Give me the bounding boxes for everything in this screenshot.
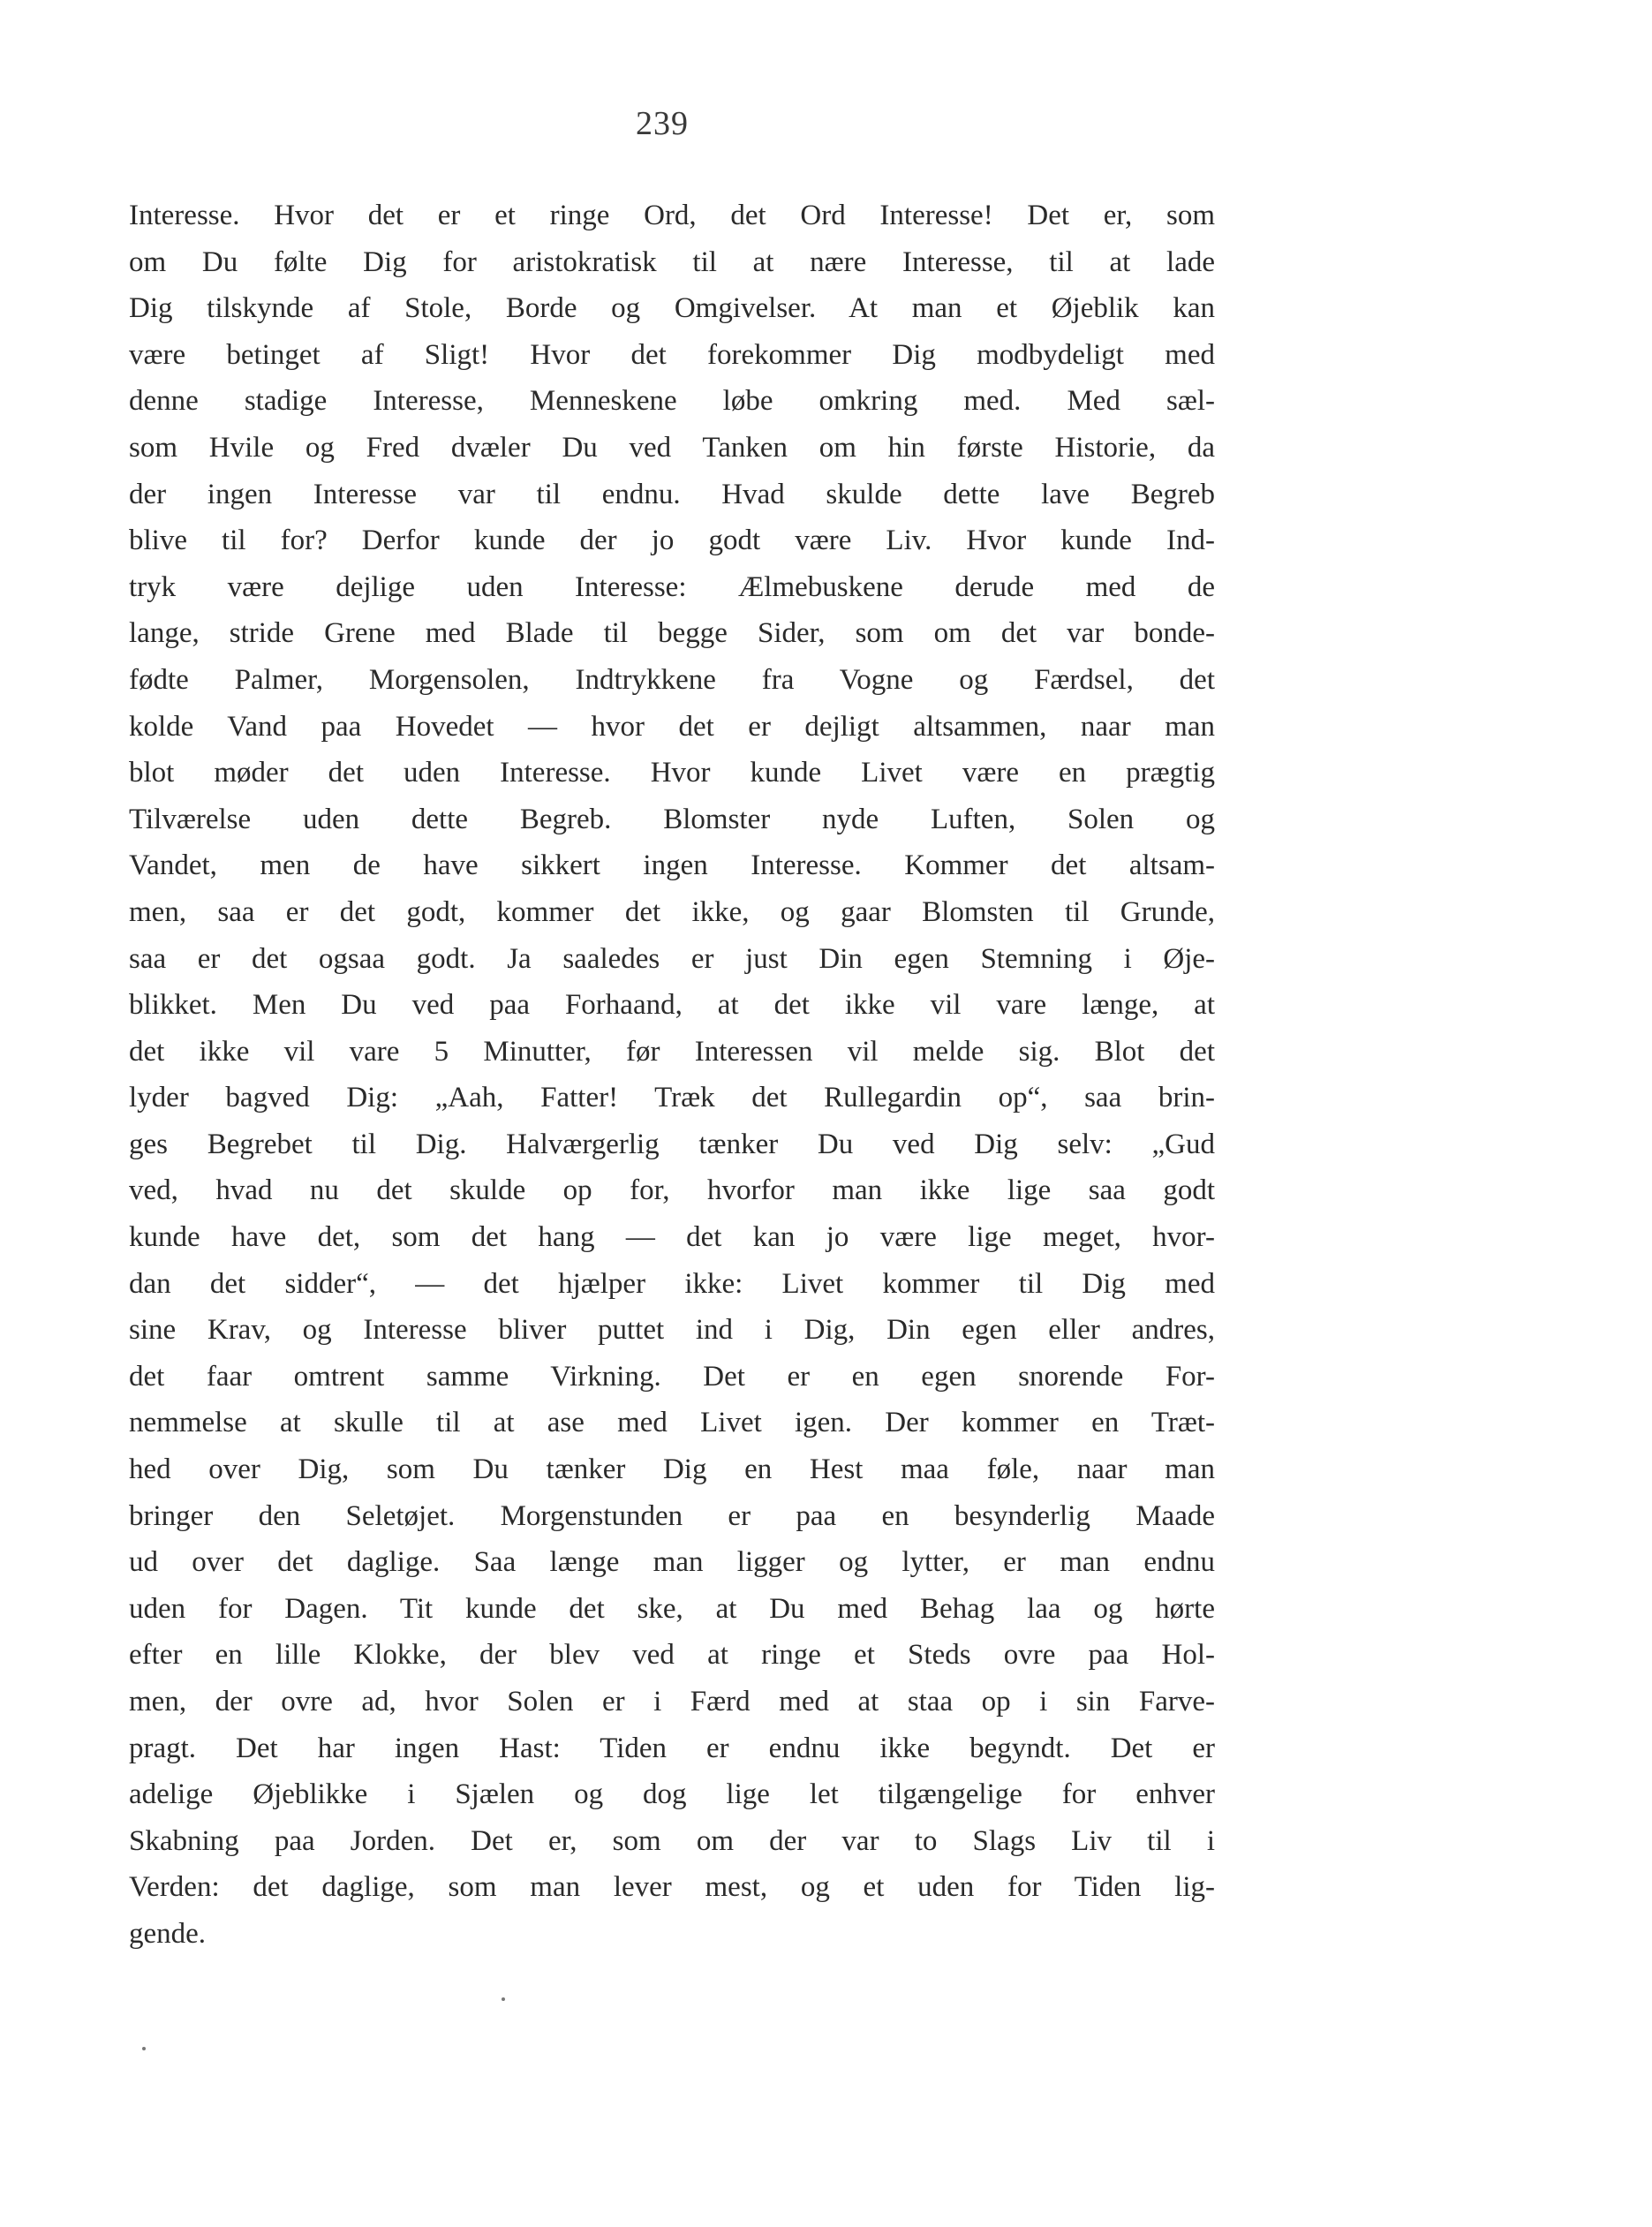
text-line: om Du følte Dig for aristokratisk til at nære Interesse, til at lade <box>129 245 1215 278</box>
text-line: Interesse. Hvor det er et ringe Ord, det Ord Interesse! Det er, som <box>129 200 1215 231</box>
text-line: lange, stride Grene med Blade til begge Sider, som om det var bonde- <box>129 617 1215 650</box>
text-line: dan det sidder“, — det hjælper ikke: Livet kommer til Dig med <box>129 1267 1215 1300</box>
text-line: adelige Øjeblikke i Sjælen og dog lige let tilgængelige for enhver <box>129 1778 1215 1811</box>
text-line: som Hvile og Fred dvæler Du ved Tanken om hin første Historie, da <box>129 431 1215 464</box>
text-line: men, der ovre ad, hvor Solen er i Færd med at staa op i sin Farve- <box>129 1686 1215 1717</box>
text-line: Vandet, men de have sikkert ingen Interesse. Kommer det altsam- <box>129 849 1215 882</box>
text-line: fødte Palmer, Morgensolen, Indtrykkene fra Vogne og Færdsel, det <box>129 663 1215 696</box>
text-line: ved, hvad nu det skulde op for, hvorfor man ikke lige saa godt <box>129 1174 1215 1207</box>
text-line: efter en lille Klokke, der blev ved at ringe et Steds ovre paa Hol- <box>129 1639 1215 1672</box>
text-line: blive til for? Derfor kunde der jo godt være Liv. Hvor kunde Ind- <box>129 525 1215 557</box>
text-line: sine Krav, og Interesse bliver puttet ind i Dig, Din egen eller andres, <box>129 1314 1215 1347</box>
text-line: Verden: det daglige, som man lever mest, og et uden for Tiden lig- <box>129 1871 1215 1904</box>
text-line: der ingen Interesse var til endnu. Hvad skulde dette lave Begreb <box>129 478 1215 510</box>
text-line: blot møder det uden Interesse. Hvor kunde Livet være en prægtig <box>129 757 1215 789</box>
text-line: blikket. Men Du ved paa Forhaand, at det ikke vil vare længe, at <box>129 989 1215 1022</box>
text-line: nemmelse at skulle til at ase med Livet igen. Der kommer en Træt- <box>129 1407 1215 1439</box>
text-line: det ikke vil vare 5 Minutter, før Interessen vil melde sig. Blot det <box>129 1035 1215 1068</box>
text-line: saa er det ogsaa godt. Ja saaledes er just Din egen Stemning i Øje- <box>129 942 1215 975</box>
text-line: kolde Vand paa Hovedet — hvor det er dejligt altsammen, naar man <box>129 710 1215 743</box>
text-line: Tilværelse uden dette Begreb. Blomster nyde Luften, Solen og <box>129 803 1215 835</box>
text-line: pragt. Det har ingen Hast: Tiden er endnu ikke begyndt. Det er <box>129 1732 1215 1764</box>
text-line: hed over Dig, som Du tænker Dig en Hest maa føle, naar man <box>129 1453 1215 1486</box>
page-number: 239 <box>636 105 689 142</box>
text-line: Skabning paa Jorden. Det er, som om der var to Slags Liv til i <box>129 1824 1215 1857</box>
text-line: uden for Dagen. Tit kunde det ske, at Du med Behag laa og hørte <box>129 1592 1215 1625</box>
text-line: men, saa er det godt, kommer det ikke, og gaar Blomsten til Grunde, <box>129 895 1215 928</box>
text-line: kunde have det, som det hang — det kan jo være lige meget, hvor- <box>129 1221 1215 1254</box>
body-text <box>129 193 1215 1958</box>
text-line-last: gende. <box>129 1917 207 1950</box>
text-line: bringer den Seletøjet. Morgenstunden er paa en besynderlig Maade <box>129 1499 1215 1532</box>
text-line: lyder bagved Dig: „Aah, Fatter! Træk det Rullegardin op“, saa brin- <box>129 1082 1215 1114</box>
text-line: ud over det daglige. Saa længe man ligger og lytter, er man endnu <box>129 1546 1215 1579</box>
text-line: det faar omtrent samme Virkning. Det er en egen snorende For- <box>129 1360 1215 1393</box>
print-speck <box>142 2047 146 2050</box>
text-line: Dig tilskynde af Stole, Borde og Omgivelser. At man et Øjeblik kan <box>129 292 1215 325</box>
text-line: tryk være dejlige uden Interesse: Ælmebuskene derude med de <box>129 570 1215 603</box>
print-speck <box>502 1997 505 2001</box>
text-line: denne stadige Interesse, Menneskene løbe omkring med. Med sæl- <box>129 385 1215 418</box>
text-line: være betinget af Sligt! Hvor det forekommer Dig modbydeligt med <box>129 338 1215 371</box>
text-line: ges Begrebet til Dig. Halværgerlig tænker Du ved Dig selv: „Gud <box>129 1128 1215 1160</box>
